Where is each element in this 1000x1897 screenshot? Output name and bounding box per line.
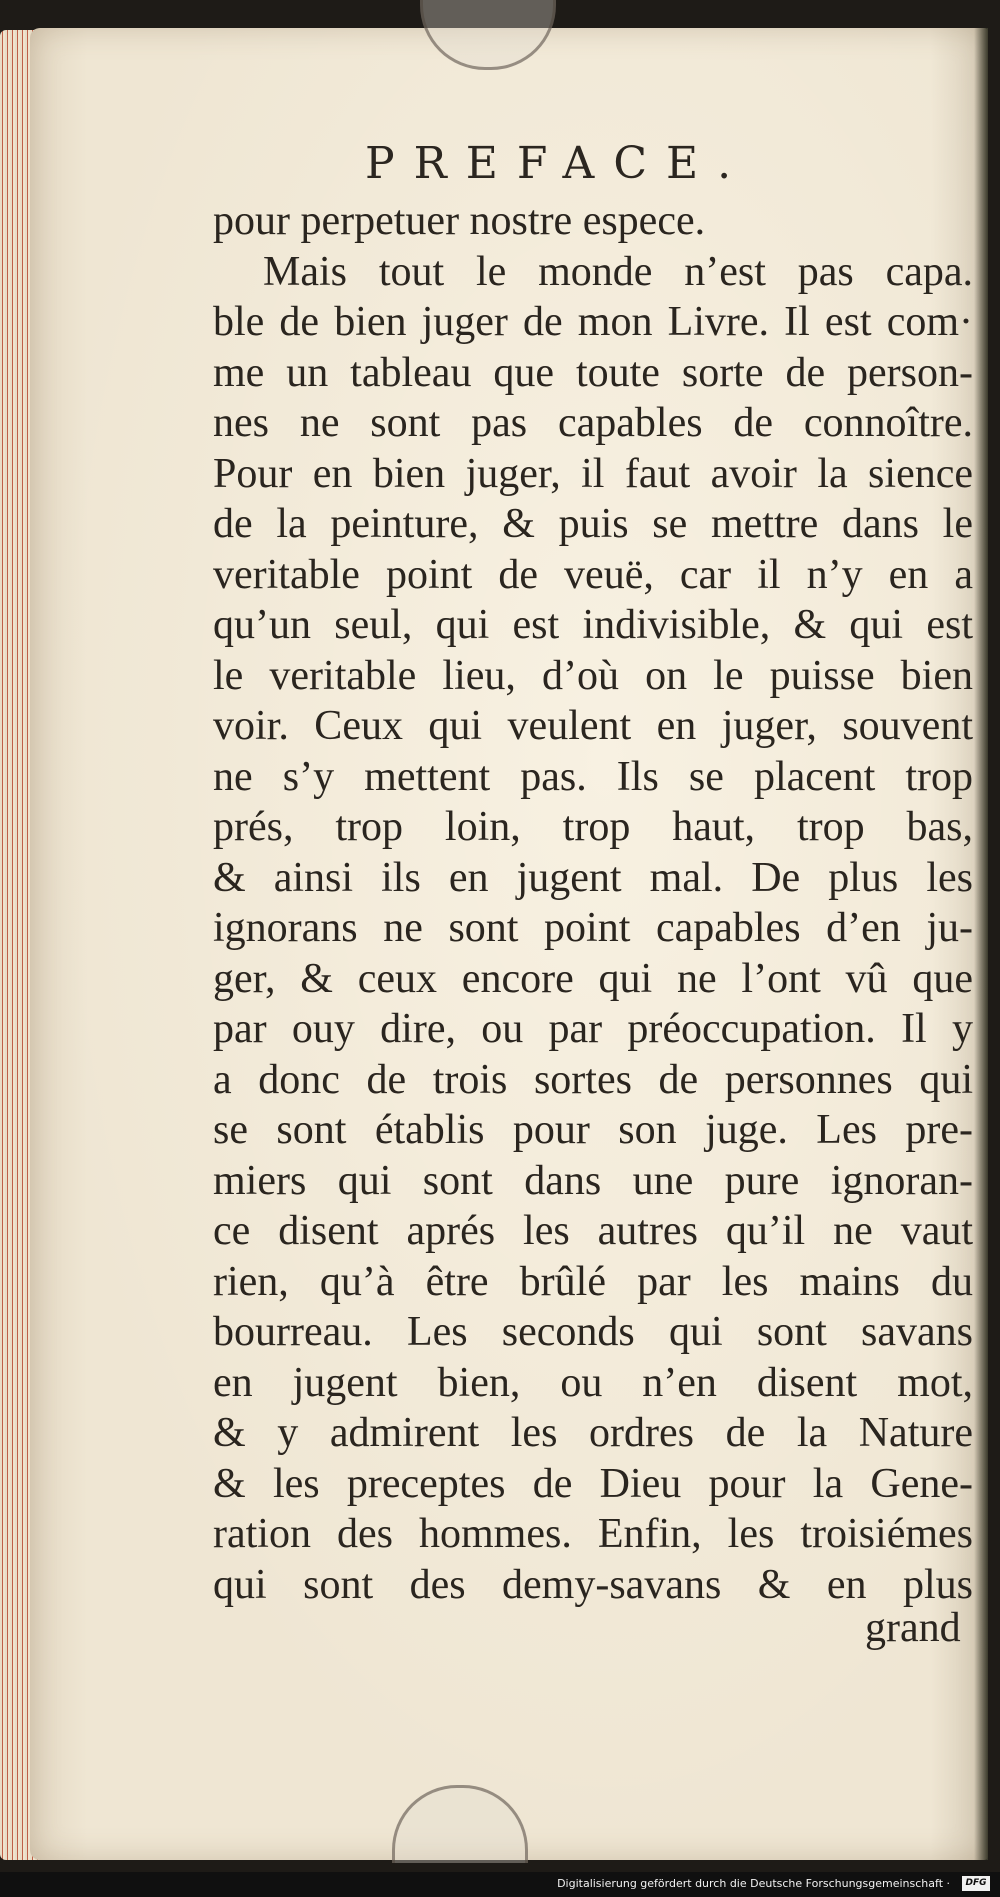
text-line: rien, qu’à être brûlé par les mains du (213, 1258, 973, 1305)
text-line: se sont établis pour son juge. Les pre- (213, 1107, 973, 1153)
digitization-credit: Digitalisierung gefördert durch die Deutsche Forschungsgemeinschaft · (557, 1877, 950, 1890)
running-title: PREFACE. (365, 138, 751, 189)
text-line: a donc de trois sortes de personnes qui (213, 1056, 973, 1103)
text-line: & y admirent les ordres de la Nature (213, 1410, 973, 1456)
text-line: en jugent bien, ou n’en disent mot, (213, 1359, 973, 1406)
text-line: qui sont des demy-savans & en plus (213, 1561, 973, 1608)
text-line: ration des hommes. Enfin, les troisiémes (213, 1511, 973, 1557)
catchword: grand (865, 1605, 961, 1651)
text-line: me un tableau que toute sorte de person- (213, 349, 973, 396)
text-line: veritable point de veuë, car il n’y en a (213, 551, 973, 598)
text-line: le veritable lieu, d’où on le puisse bien (213, 652, 973, 699)
text-line: & ainsi ils en jugent mal. De plus les (213, 854, 973, 901)
text-line: ce disent aprés les autres qu’il ne vaut (213, 1208, 973, 1254)
text-line: Pour en bien juger, il faut avoir la sience (213, 450, 973, 497)
dfg-logo-icon: DFG (962, 1876, 990, 1891)
text-line: ger, & ceux encore qui ne l’ont vû que (213, 955, 973, 1002)
text-line: nes ne sont pas capables de connoître. (213, 400, 973, 446)
text-line: prés, trop loin, trop haut, trop bas, (213, 804, 973, 850)
text-line: par ouy dire, ou par préoccupation. Il y (213, 1006, 973, 1052)
text-line: qu’un seul, qui est indivisible, & qui est (213, 602, 973, 648)
page-gutter-shadow (974, 28, 988, 1860)
text-line: voir. Ceux qui veulent en juger, souvent (213, 703, 973, 749)
text-line: & les preceptes de Dieu pour la Gene- (213, 1460, 973, 1507)
text-line: bourreau. Les seconds qui sont savans (213, 1309, 973, 1355)
text-line: de la peinture, & puis se mettre dans le (213, 501, 973, 547)
text-line: ne s’y mettent pas. Ils se placent trop (213, 753, 973, 800)
text-line: ble de bien juger de mon Livre. Il est com· (213, 299, 973, 345)
page-body-text (213, 196, 973, 1610)
text-line: ignorans ne sont point capables d’en ju- (213, 905, 973, 951)
text-line: miers qui sont dans une pure ignoran- (213, 1157, 973, 1204)
text-line: pour perpetuer nostre espece. (213, 198, 706, 244)
text-line: Mais tout le monde n’est pas capa. (263, 248, 973, 295)
